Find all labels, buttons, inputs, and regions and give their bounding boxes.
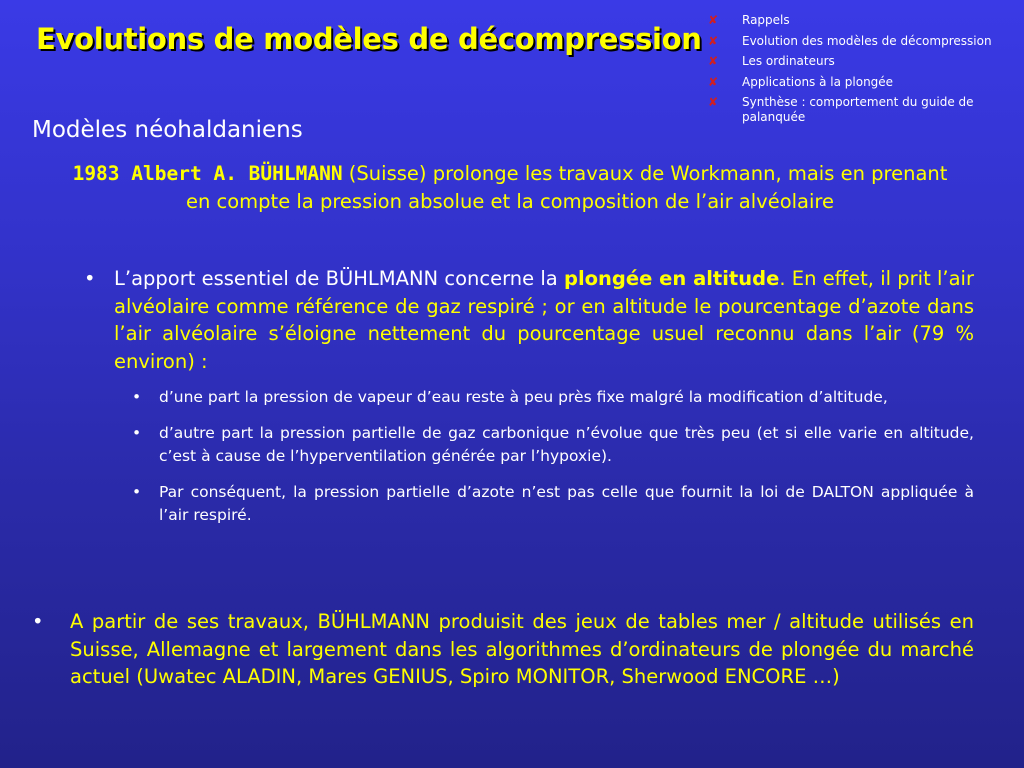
bullet-dot-icon: • xyxy=(132,424,142,442)
intro-text: (Suisse) prolonge les travaux de Workmann, mais en prenant en compte la pression absolue et la composition de l’air alvéolaire xyxy=(185,162,948,213)
outline-item: ✘ Les ordinateurs xyxy=(708,54,835,68)
outline-item: ✘ Rappels xyxy=(708,13,790,27)
bullet-dot-icon: • xyxy=(32,610,44,633)
bullet-altitude-text: L’apport essentiel de BÜHLMANN concerne la plongée en altitude. En effet, il prit l’air alvéolaire comme référence de gaz respiré ; or en altitude le pourcentage d’azote dans l’air alvéolaire s’éloigne nettement du pourcentage usuel reconnu dans l’air (79 % environ) : xyxy=(114,267,974,373)
outline-item: ✘ Applications à la plongée xyxy=(708,74,894,89)
section-subtitle: Modèles néohaldaniens xyxy=(32,117,303,143)
bullet-dot-icon: • xyxy=(132,388,142,406)
sub-bullet-item: • d’autre part la pression partielle de gaz carbonique n’évolue que très peu (et si elle varie en altitude, c’est à cause de l’hyperventilation générée par l’hypoxie). xyxy=(132,424,974,465)
x-mark-icon: ✘ xyxy=(708,13,719,27)
outline-item: ✘ Synthèse : comportement du guide de palanquée xyxy=(708,95,974,124)
x-mark-icon: ✘ xyxy=(708,33,719,48)
x-mark-icon: ✘ xyxy=(708,54,719,68)
bullet-highlight: plongée en altitude xyxy=(563,267,780,290)
intro-paragraph xyxy=(60,160,960,216)
sub-bullet-item: • d’une part la pression de vapeur d’eau reste à peu près fixe malgré la modification d’altitude, xyxy=(130,386,974,409)
x-mark-icon: ✘ xyxy=(708,95,719,109)
slide-title: Evolutions de modèles de décompression xyxy=(36,22,702,56)
intro-name: 1983 Albert A. BÜHLMANN xyxy=(72,162,343,185)
bullet-dot-icon: • xyxy=(84,267,96,290)
sub-bullet-list xyxy=(130,386,974,540)
bullet-dot-icon: • xyxy=(132,483,142,501)
sub-bullet-item: • Par conséquent, la pression partielle d’azote n’est pas celle que fournit la loi de DALTON appliquée à l’air respiré. xyxy=(132,483,974,524)
outline-list xyxy=(706,13,1018,131)
bullet-tables-text: A partir de ses travaux, BÜHLMANN produisit des jeux de tables mer / altitude utilisés en Suisse, Allemagne et largement dans les algorithmes d’ordinateurs de plongée du marché actuel (Uwatec ALADIN, Mares GENIUS, Spiro MONITOR, Sherwood ENCORE …) xyxy=(70,610,974,688)
x-mark-icon: ✘ xyxy=(708,74,719,89)
outline-item: ✘ Evolution des modèles de décompression xyxy=(708,33,992,48)
bullet-tables xyxy=(30,608,974,691)
bullet-altitude xyxy=(84,265,974,375)
